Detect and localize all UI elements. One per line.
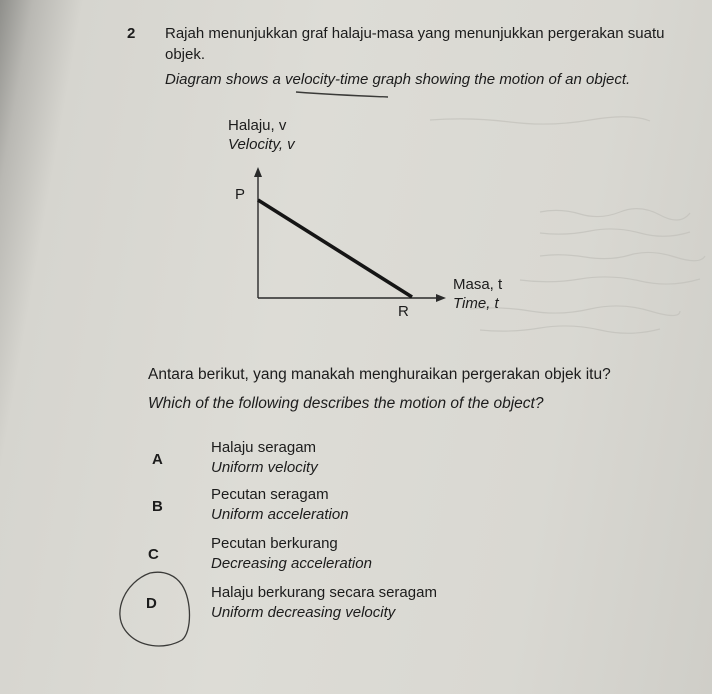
y-axis-arrowhead	[254, 167, 262, 177]
option-c-letter[interactable]: C	[148, 546, 159, 563]
prompt-english: Which of the following describes the motion of the object?	[148, 395, 544, 412]
option-d-english[interactable]: Uniform decreasing velocity	[211, 604, 396, 621]
option-c-malay[interactable]: Pecutan berkurang	[211, 535, 338, 552]
point-p-label: P	[235, 186, 246, 203]
option-c-english[interactable]: Decreasing acceleration	[211, 555, 372, 572]
y-axis-label-english: Velocity, v	[228, 136, 295, 153]
question-number: 2	[127, 25, 136, 42]
x-axis-label-english: Time, t	[453, 295, 499, 312]
velocity-line	[258, 200, 412, 297]
x-axis-arrowhead	[436, 294, 446, 302]
question-malay-line2: objek.	[165, 46, 206, 63]
point-r-label: R	[398, 303, 409, 320]
prompt-malay: Antara berikut, yang manakah menghuraikan pergerakan objek itu?	[148, 366, 611, 383]
y-axis-label-malay: Halaju, v	[228, 117, 287, 134]
question-malay-line1: Rajah menunjukkan graf halaju-masa yang menunjukkan pergerakan suatu	[165, 25, 665, 42]
option-d-malay[interactable]: Halaju berkurang secara seragam	[211, 584, 437, 601]
x-axis-label-malay: Masa, t	[453, 276, 503, 293]
handwritten-underline	[296, 92, 388, 97]
option-a-malay[interactable]: Halaju seragam	[211, 439, 317, 456]
option-a-english[interactable]: Uniform velocity	[211, 459, 318, 476]
option-b-english[interactable]: Uniform acceleration	[211, 506, 349, 523]
option-a-letter[interactable]: A	[152, 451, 163, 468]
option-b-letter[interactable]: B	[152, 498, 163, 515]
option-d-letter[interactable]: D	[146, 595, 157, 612]
option-b-malay[interactable]: Pecutan seragam	[211, 486, 329, 503]
question-english: Diagram shows a velocity-time graph showing the motion of an object.	[165, 71, 631, 88]
